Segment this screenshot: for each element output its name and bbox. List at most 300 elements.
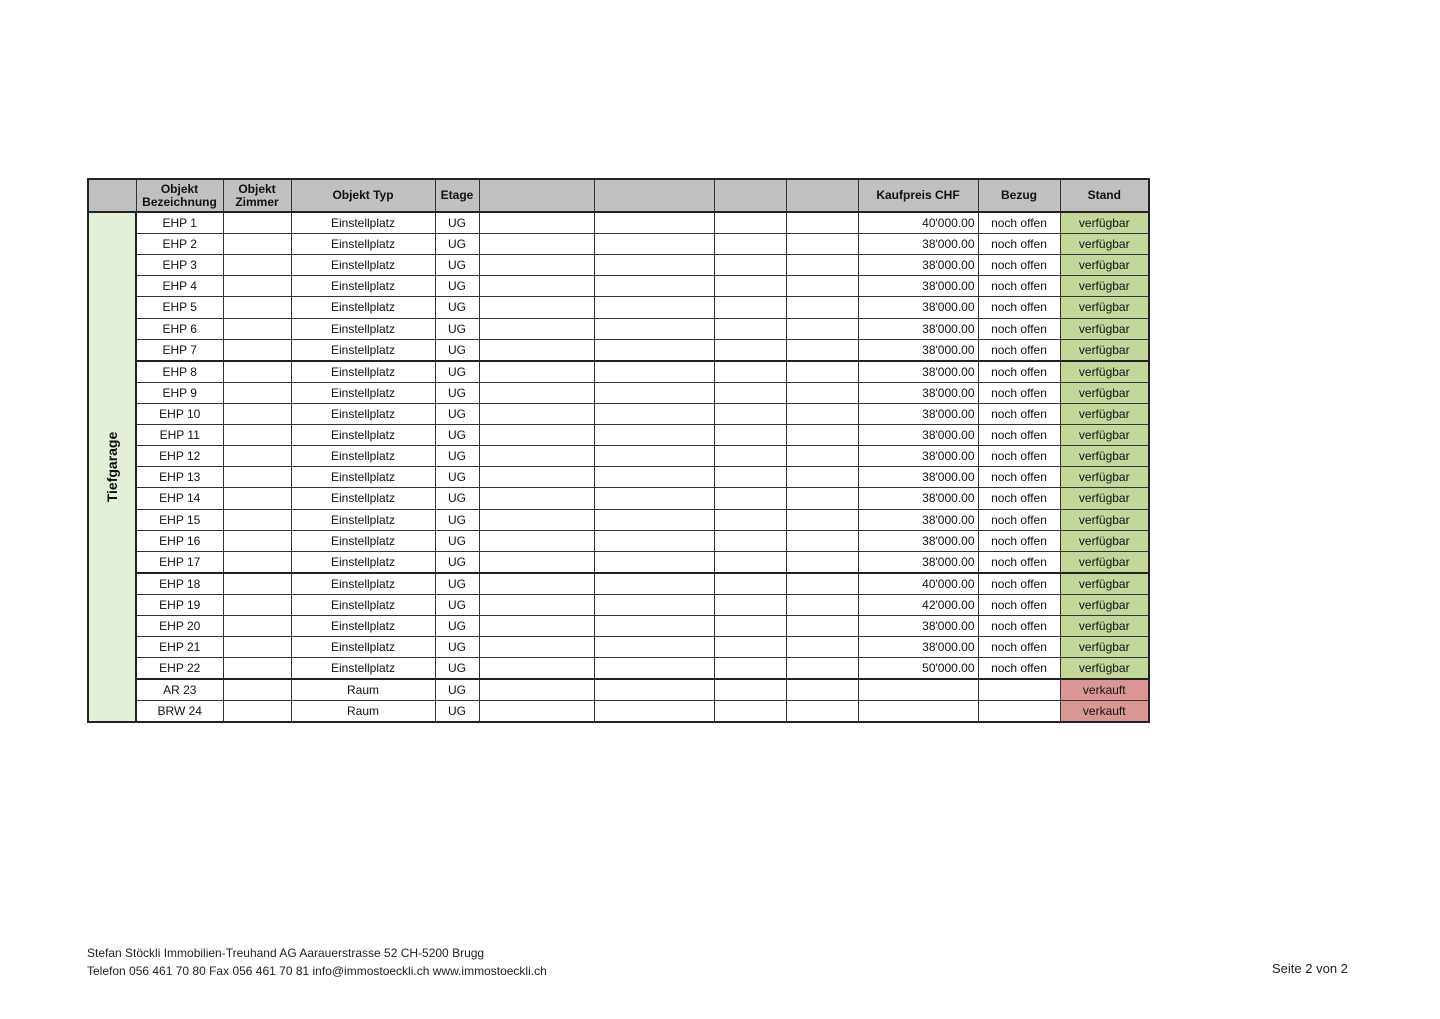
cell-typ: Einstellplatz <box>291 446 435 467</box>
cell-stand: verfügbar <box>1060 509 1149 530</box>
cell-blank-2 <box>594 446 714 467</box>
cell-blank-2 <box>594 594 714 615</box>
cell-bezug: noch offen <box>978 573 1060 595</box>
cell-bezug: noch offen <box>978 318 1060 339</box>
cell-bezug: noch offen <box>978 530 1060 551</box>
cell-zimmer <box>223 255 291 276</box>
cell-zimmer <box>223 467 291 488</box>
cell-etage: UG <box>435 530 479 551</box>
cell-blank-1 <box>479 467 594 488</box>
cell-stand: verfügbar <box>1060 530 1149 551</box>
cell-blank-3 <box>714 658 786 680</box>
cell-etage: UG <box>435 297 479 318</box>
cell-bezeichnung: EHP 16 <box>136 530 223 551</box>
cell-blank-1 <box>479 594 594 615</box>
cell-stand: verfügbar <box>1060 339 1149 361</box>
cell-bezeichnung: AR 23 <box>136 679 223 701</box>
cell-bezug: noch offen <box>978 276 1060 297</box>
cell-stand: verfügbar <box>1060 488 1149 509</box>
cell-typ: Raum <box>291 679 435 701</box>
cell-blank-1 <box>479 234 594 255</box>
cell-blank-1 <box>479 318 594 339</box>
cell-blank-4 <box>786 361 858 383</box>
cell-blank-4 <box>786 488 858 509</box>
cell-blank-1 <box>479 530 594 551</box>
table-row <box>88 530 1149 551</box>
table-row <box>88 255 1149 276</box>
cell-bezeichnung: EHP 22 <box>136 658 223 680</box>
cell-bezug: noch offen <box>978 467 1060 488</box>
header-blank-2 <box>594 179 714 212</box>
cell-blank-3 <box>714 615 786 636</box>
cell-zimmer <box>223 424 291 445</box>
cell-stand: verfügbar <box>1060 594 1149 615</box>
cell-bezug: noch offen <box>978 297 1060 318</box>
cell-zimmer <box>223 594 291 615</box>
cell-blank-3 <box>714 297 786 318</box>
cell-kaufpreis: 38'000.00 <box>858 318 978 339</box>
cell-bezeichnung: EHP 13 <box>136 467 223 488</box>
cell-blank-3 <box>714 701 786 723</box>
cell-kaufpreis: 38'000.00 <box>858 403 978 424</box>
table-row <box>88 424 1149 445</box>
cell-etage: UG <box>435 382 479 403</box>
cell-blank-2 <box>594 234 714 255</box>
table-row <box>88 509 1149 530</box>
cell-blank-3 <box>714 361 786 383</box>
cell-blank-1 <box>479 446 594 467</box>
cell-bezug: noch offen <box>978 424 1060 445</box>
cell-typ: Einstellplatz <box>291 488 435 509</box>
cell-blank-2 <box>594 573 714 595</box>
cell-blank-4 <box>786 255 858 276</box>
table-row <box>88 658 1149 680</box>
cell-blank-2 <box>594 530 714 551</box>
cell-blank-2 <box>594 424 714 445</box>
cell-typ: Einstellplatz <box>291 658 435 680</box>
cell-zimmer <box>223 382 291 403</box>
cell-blank-3 <box>714 530 786 551</box>
cell-typ: Einstellplatz <box>291 467 435 488</box>
cell-kaufpreis: 38'000.00 <box>858 361 978 383</box>
table-row <box>88 679 1149 701</box>
cell-zimmer <box>223 234 291 255</box>
cell-typ: Einstellplatz <box>291 318 435 339</box>
cell-etage: UG <box>435 658 479 680</box>
cell-blank-1 <box>479 615 594 636</box>
cell-typ: Einstellplatz <box>291 424 435 445</box>
cell-stand: verfügbar <box>1060 615 1149 636</box>
header-typ: Objekt Typ <box>291 179 435 212</box>
cell-blank-4 <box>786 403 858 424</box>
cell-blank-4 <box>786 509 858 530</box>
cell-blank-3 <box>714 551 786 573</box>
cell-etage: UG <box>435 234 479 255</box>
cell-blank-3 <box>714 318 786 339</box>
cell-typ: Einstellplatz <box>291 573 435 595</box>
cell-etage: UG <box>435 212 479 234</box>
table-body <box>88 212 1149 722</box>
cell-bezug: noch offen <box>978 551 1060 573</box>
cell-blank-1 <box>479 679 594 701</box>
cell-bezeichnung: EHP 20 <box>136 615 223 636</box>
cell-kaufpreis: 38'000.00 <box>858 424 978 445</box>
cell-blank-1 <box>479 255 594 276</box>
cell-kaufpreis: 38'000.00 <box>858 615 978 636</box>
cell-typ: Einstellplatz <box>291 212 435 234</box>
cell-blank-1 <box>479 701 594 723</box>
cell-typ: Einstellplatz <box>291 255 435 276</box>
cell-bezug: noch offen <box>978 594 1060 615</box>
cell-blank-4 <box>786 276 858 297</box>
property-table <box>87 178 1150 723</box>
cell-stand: verfügbar <box>1060 361 1149 383</box>
cell-kaufpreis: 38'000.00 <box>858 551 978 573</box>
cell-blank-2 <box>594 361 714 383</box>
cell-bezug: noch offen <box>978 488 1060 509</box>
header-blank-1 <box>479 179 594 212</box>
cell-blank-3 <box>714 679 786 701</box>
cell-etage: UG <box>435 488 479 509</box>
cell-kaufpreis: 38'000.00 <box>858 234 978 255</box>
cell-kaufpreis: 42'000.00 <box>858 594 978 615</box>
footer <box>87 944 547 980</box>
cell-blank-4 <box>786 679 858 701</box>
table-row <box>88 467 1149 488</box>
cell-bezeichnung: EHP 11 <box>136 424 223 445</box>
cell-stand: verfügbar <box>1060 551 1149 573</box>
cell-blank-1 <box>479 658 594 680</box>
cell-kaufpreis: 50'000.00 <box>858 658 978 680</box>
cell-zimmer <box>223 212 291 234</box>
cell-bezeichnung: EHP 21 <box>136 637 223 658</box>
cell-typ: Einstellplatz <box>291 509 435 530</box>
cell-blank-1 <box>479 637 594 658</box>
cell-blank-2 <box>594 403 714 424</box>
table-row <box>88 382 1149 403</box>
cell-blank-2 <box>594 509 714 530</box>
cell-bezeichnung: EHP 9 <box>136 382 223 403</box>
cell-blank-2 <box>594 382 714 403</box>
cell-blank-3 <box>714 424 786 445</box>
cell-blank-4 <box>786 424 858 445</box>
cell-etage: UG <box>435 446 479 467</box>
cell-bezeichnung: EHP 8 <box>136 361 223 383</box>
cell-typ: Einstellplatz <box>291 615 435 636</box>
cell-blank-4 <box>786 530 858 551</box>
cell-blank-1 <box>479 509 594 530</box>
cell-stand: verfügbar <box>1060 467 1149 488</box>
cell-blank-4 <box>786 297 858 318</box>
header-zimmer-label: Objekt Zimmer <box>235 181 279 209</box>
cell-blank-2 <box>594 615 714 636</box>
cell-etage: UG <box>435 424 479 445</box>
cell-blank-4 <box>786 551 858 573</box>
cell-typ: Einstellplatz <box>291 403 435 424</box>
cell-stand: verfügbar <box>1060 212 1149 234</box>
cell-zimmer <box>223 701 291 723</box>
cell-zimmer <box>223 530 291 551</box>
cell-blank-4 <box>786 658 858 680</box>
cell-blank-3 <box>714 509 786 530</box>
cell-zimmer <box>223 446 291 467</box>
header-kaufpreis: Kaufpreis CHF <box>858 179 978 212</box>
cell-zimmer <box>223 509 291 530</box>
cell-bezeichnung: EHP 12 <box>136 446 223 467</box>
cell-zimmer <box>223 276 291 297</box>
cell-blank-1 <box>479 212 594 234</box>
cell-etage: UG <box>435 361 479 383</box>
cell-blank-4 <box>786 594 858 615</box>
cell-blank-1 <box>479 488 594 509</box>
header-bezeichnung <box>136 179 223 212</box>
cell-blank-3 <box>714 573 786 595</box>
cell-etage: UG <box>435 615 479 636</box>
table-row <box>88 637 1149 658</box>
cell-bezug: noch offen <box>978 234 1060 255</box>
cell-bezug: noch offen <box>978 509 1060 530</box>
cell-stand: verfügbar <box>1060 382 1149 403</box>
cell-blank-4 <box>786 573 858 595</box>
cell-etage: UG <box>435 573 479 595</box>
header-blank-4 <box>786 179 858 212</box>
cell-blank-1 <box>479 403 594 424</box>
cell-stand: verkauft <box>1060 701 1149 723</box>
cell-blank-1 <box>479 382 594 403</box>
cell-typ: Einstellplatz <box>291 234 435 255</box>
cell-etage: UG <box>435 701 479 723</box>
cell-bezeichnung: EHP 7 <box>136 339 223 361</box>
cell-blank-2 <box>594 551 714 573</box>
cell-kaufpreis: 38'000.00 <box>858 276 978 297</box>
table-row <box>88 573 1149 595</box>
cell-blank-4 <box>786 318 858 339</box>
cell-blank-1 <box>479 573 594 595</box>
cell-blank-3 <box>714 339 786 361</box>
cell-blank-1 <box>479 424 594 445</box>
cell-stand: verkauft <box>1060 679 1149 701</box>
cell-etage: UG <box>435 255 479 276</box>
cell-blank-2 <box>594 637 714 658</box>
cell-kaufpreis: 38'000.00 <box>858 297 978 318</box>
cell-stand: verfügbar <box>1060 297 1149 318</box>
cell-bezug: noch offen <box>978 339 1060 361</box>
cell-bezeichnung: EHP 17 <box>136 551 223 573</box>
cell-blank-3 <box>714 467 786 488</box>
cell-kaufpreis: 38'000.00 <box>858 509 978 530</box>
cell-blank-2 <box>594 701 714 723</box>
cell-bezug: noch offen <box>978 615 1060 636</box>
cell-blank-2 <box>594 679 714 701</box>
cell-zimmer <box>223 361 291 383</box>
cell-kaufpreis: 40'000.00 <box>858 212 978 234</box>
table-row <box>88 594 1149 615</box>
table-row <box>88 361 1149 383</box>
cell-blank-2 <box>594 488 714 509</box>
header-row <box>88 179 1149 212</box>
cell-blank-4 <box>786 446 858 467</box>
cell-bezug: noch offen <box>978 637 1060 658</box>
cell-typ: Einstellplatz <box>291 297 435 318</box>
cell-zimmer <box>223 297 291 318</box>
cell-stand: verfügbar <box>1060 403 1149 424</box>
cell-bezug: noch offen <box>978 403 1060 424</box>
cell-typ: Einstellplatz <box>291 530 435 551</box>
cell-stand: verfügbar <box>1060 318 1149 339</box>
cell-bezug: noch offen <box>978 446 1060 467</box>
cell-bezug <box>978 701 1060 723</box>
cell-bezug: noch offen <box>978 382 1060 403</box>
cell-blank-2 <box>594 276 714 297</box>
cell-typ: Einstellplatz <box>291 339 435 361</box>
cell-blank-4 <box>786 637 858 658</box>
cell-blank-3 <box>714 637 786 658</box>
cell-typ: Einstellplatz <box>291 361 435 383</box>
cell-zimmer <box>223 318 291 339</box>
header-bezug: Bezug <box>978 179 1060 212</box>
cell-blank-1 <box>479 551 594 573</box>
table-row <box>88 701 1149 723</box>
cell-blank-3 <box>714 403 786 424</box>
cell-blank-1 <box>479 339 594 361</box>
cell-zimmer <box>223 339 291 361</box>
cell-stand: verfügbar <box>1060 658 1149 680</box>
cell-etage: UG <box>435 679 479 701</box>
cell-stand: verfügbar <box>1060 424 1149 445</box>
cell-blank-2 <box>594 255 714 276</box>
cell-kaufpreis: 40'000.00 <box>858 573 978 595</box>
cell-stand: verfügbar <box>1060 446 1149 467</box>
cell-stand: verfügbar <box>1060 573 1149 595</box>
cell-etage: UG <box>435 318 479 339</box>
cell-bezeichnung: EHP 4 <box>136 276 223 297</box>
cell-blank-3 <box>714 488 786 509</box>
cell-etage: UG <box>435 339 479 361</box>
page-number: Seite 2 von 2 <box>1272 961 1348 976</box>
footer-address: Stefan Stöckli Immobilien-Treuhand AG Aarauerstrasse 52 CH-5200 Brugg <box>87 946 485 960</box>
cell-bezug <box>978 679 1060 701</box>
cell-etage: UG <box>435 594 479 615</box>
table-row <box>88 551 1149 573</box>
cell-zimmer <box>223 615 291 636</box>
cell-blank-2 <box>594 467 714 488</box>
cell-etage: UG <box>435 467 479 488</box>
cell-stand: verfügbar <box>1060 276 1149 297</box>
table-row <box>88 446 1149 467</box>
cell-etage: UG <box>435 551 479 573</box>
header-blank-3 <box>714 179 786 212</box>
cell-etage: UG <box>435 276 479 297</box>
cell-etage: UG <box>435 403 479 424</box>
footer-contact: Telefon 056 461 70 80 Fax 056 461 70 81 info@immostoeckli.ch www.immostoeckli.ch <box>87 964 547 978</box>
cell-typ: Raum <box>291 701 435 723</box>
header-stand: Stand <box>1060 179 1149 212</box>
header-etage: Etage <box>435 179 479 212</box>
cell-kaufpreis: 38'000.00 <box>858 255 978 276</box>
cell-blank-1 <box>479 276 594 297</box>
header-bezeichnung-label: Objekt Bezeichnung <box>142 181 217 209</box>
cell-kaufpreis: 38'000.00 <box>858 339 978 361</box>
cell-bezug: noch offen <box>978 255 1060 276</box>
cell-stand: verfügbar <box>1060 255 1149 276</box>
cell-blank-3 <box>714 212 786 234</box>
cell-zimmer <box>223 403 291 424</box>
cell-blank-2 <box>594 658 714 680</box>
cell-blank-2 <box>594 318 714 339</box>
cell-blank-4 <box>786 615 858 636</box>
table-row <box>88 318 1149 339</box>
table-row <box>88 615 1149 636</box>
cell-bezug: noch offen <box>978 361 1060 383</box>
cell-zimmer <box>223 488 291 509</box>
cell-blank-4 <box>786 212 858 234</box>
cell-zimmer <box>223 637 291 658</box>
cell-blank-3 <box>714 234 786 255</box>
cell-etage: UG <box>435 509 479 530</box>
cell-bezeichnung: EHP 3 <box>136 255 223 276</box>
cell-stand: verfügbar <box>1060 637 1149 658</box>
cell-bezeichnung: EHP 18 <box>136 573 223 595</box>
header-side <box>88 179 136 212</box>
table-row <box>88 403 1149 424</box>
cell-kaufpreis <box>858 701 978 723</box>
cell-bezug: noch offen <box>978 658 1060 680</box>
cell-etage: UG <box>435 637 479 658</box>
cell-blank-4 <box>786 339 858 361</box>
table-row <box>88 339 1149 361</box>
cell-bezeichnung: EHP 10 <box>136 403 223 424</box>
cell-typ: Einstellplatz <box>291 637 435 658</box>
cell-blank-3 <box>714 446 786 467</box>
cell-bezeichnung: EHP 14 <box>136 488 223 509</box>
cell-blank-4 <box>786 701 858 723</box>
cell-blank-3 <box>714 276 786 297</box>
cell-blank-4 <box>786 234 858 255</box>
cell-bezeichnung: BRW 24 <box>136 701 223 723</box>
cell-zimmer <box>223 679 291 701</box>
table-row <box>88 276 1149 297</box>
cell-blank-4 <box>786 467 858 488</box>
cell-kaufpreis: 38'000.00 <box>858 467 978 488</box>
cell-blank-2 <box>594 297 714 318</box>
table-row <box>88 234 1149 255</box>
cell-zimmer <box>223 573 291 595</box>
table-row <box>88 488 1149 509</box>
group-label: Tiefgarage <box>104 431 120 503</box>
cell-kaufpreis <box>858 679 978 701</box>
cell-blank-2 <box>594 212 714 234</box>
cell-blank-1 <box>479 297 594 318</box>
cell-bezeichnung: EHP 6 <box>136 318 223 339</box>
cell-bezeichnung: EHP 19 <box>136 594 223 615</box>
cell-blank-4 <box>786 382 858 403</box>
group-cell <box>88 212 136 722</box>
cell-bezeichnung: EHP 5 <box>136 297 223 318</box>
cell-typ: Einstellplatz <box>291 551 435 573</box>
cell-blank-3 <box>714 594 786 615</box>
cell-blank-3 <box>714 255 786 276</box>
table-row <box>88 212 1149 234</box>
cell-typ: Einstellplatz <box>291 276 435 297</box>
cell-kaufpreis: 38'000.00 <box>858 488 978 509</box>
cell-bezeichnung: EHP 2 <box>136 234 223 255</box>
cell-bezug: noch offen <box>978 212 1060 234</box>
cell-blank-2 <box>594 339 714 361</box>
cell-bezeichnung: EHP 1 <box>136 212 223 234</box>
cell-zimmer <box>223 551 291 573</box>
cell-kaufpreis: 38'000.00 <box>858 637 978 658</box>
cell-blank-3 <box>714 382 786 403</box>
